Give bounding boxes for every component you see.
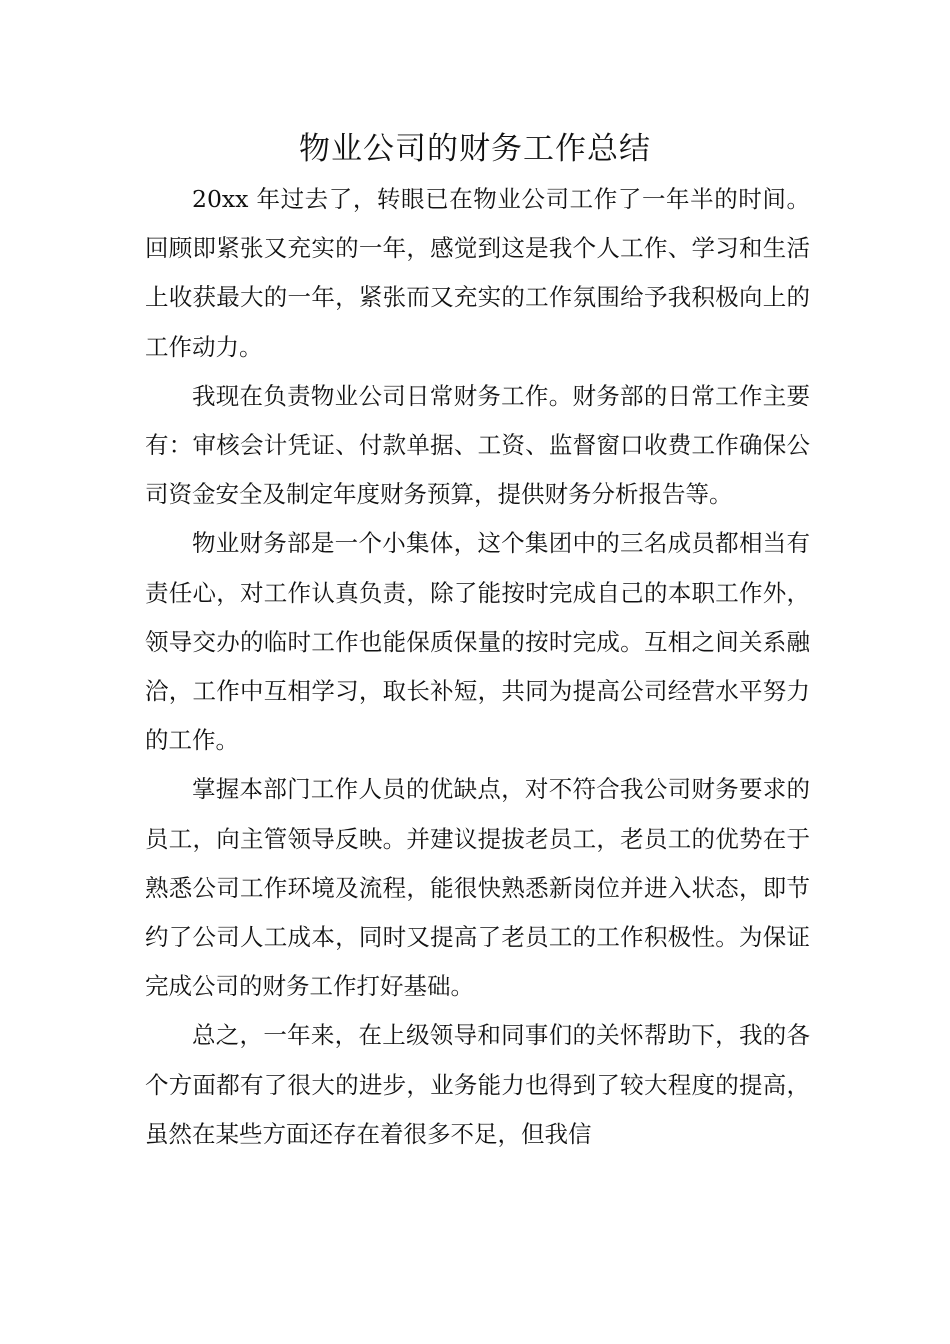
paragraph-1: 20xx 年过去了，转眼已在物业公司工作了一年半的时间。回顾即紧张又充实的一年，感觉到这是我个人工作、学习和生活上收获最大的一年，紧张而又充实的工作氛围给予我积极向上的工作动力。 <box>145 185 810 361</box>
paragraph-5: 总之，一年来，在上级领导和同事们的关怀帮助下，我的各个方面都有了很大的进步，业务能力也得到了较大程度的提高，虽然在某些方面还存在着很多不足，但我信 <box>145 1021 810 1148</box>
paragraph-3: 物业财务部是一个小集体，这个集团中的三名成员都相当有责任心，对工作认真负责，除了能按时完成自己的本职工作外，领导交办的临时工作也能保质保量的按时完成。互相之间关系融洽，工作中互相学习，取长补短，共同为提高公司经营水平努力的工作。 <box>145 529 810 755</box>
document-title: 物业公司的财务工作总结 <box>299 131 651 167</box>
paragraph-4: 掌握本部门工作人员的优缺点，对不符合我公司财务要求的员工，向主管领导反映。并建议提拔老员工，老员工的优势在于熟悉公司工作环境及流程，能很快熟悉新岗位并进入状态，即节约了公司人工成本，同时又提高了老员工的工作积极性。为保证完成公司的财务工作打好基础。 <box>145 775 810 1001</box>
paragraph-2: 我现在负责物业公司日常财务工作。财务部的日常工作主要有：审核会计凭证、付款单据、工资、监督窗口收费工作确保公司资金安全及制定年度财务预算，提供财务分析报告等。 <box>145 381 810 509</box>
document-body <box>145 175 810 1159</box>
